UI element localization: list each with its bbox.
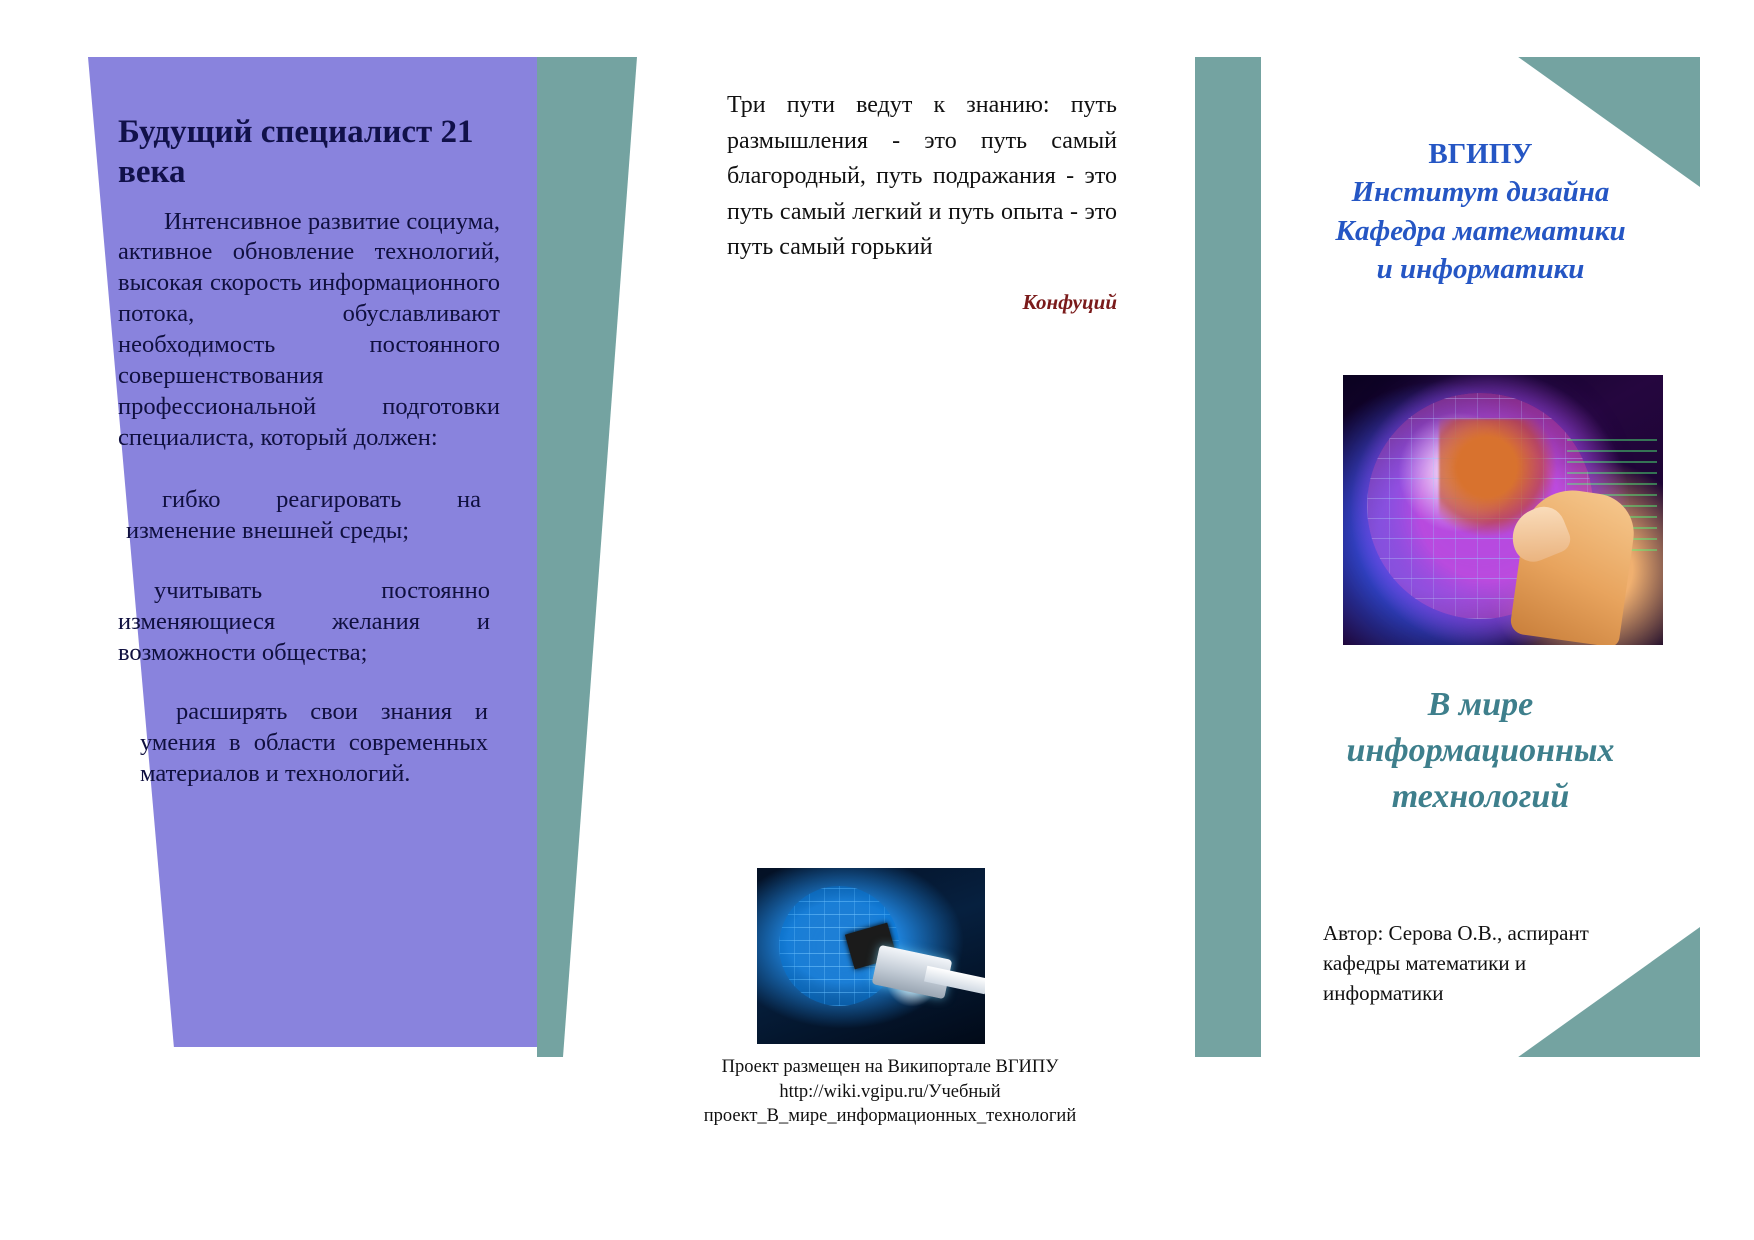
list-item: расширять свои знания и умения в области современных материалов и технологий. — [140, 697, 488, 788]
panel-right — [1195, 57, 1700, 1057]
author-block — [1323, 919, 1653, 1008]
organization-title — [1261, 135, 1700, 288]
panel-middle-accent-bar — [537, 57, 637, 1057]
quote-block — [727, 88, 1117, 315]
org-line-4: и информатики — [1376, 252, 1585, 285]
brochure-title-line-3: технологий — [1391, 777, 1570, 815]
brochure-title-line-1: В мире — [1427, 686, 1534, 723]
panel-right-left-strip — [1195, 57, 1261, 1057]
author-line-3: информатики — [1323, 980, 1444, 1005]
panel-right-content — [1261, 57, 1700, 1057]
brochure-title — [1261, 682, 1700, 820]
list-item: учитывать постоянно изменяющиеся желания и возможности общества; — [118, 576, 490, 666]
panel-left — [88, 57, 540, 1047]
panel-left-bullet-list — [118, 484, 500, 789]
panel-middle-caption — [680, 1055, 1100, 1129]
caption-line-1: Проект размещен на Википортале ВГИПУ — [721, 1057, 1059, 1077]
org-line-3: Кафедра математики — [1335, 214, 1626, 247]
network-cable-globe-image — [757, 868, 985, 1044]
quote-author: Конфуций — [1022, 289, 1117, 314]
org-line-1: ВГИПУ — [1428, 138, 1533, 170]
brochure-title-line-2: информационных — [1346, 731, 1615, 769]
caption-line-3: проект_В_мире_информационных_технологий — [703, 1106, 1077, 1127]
list-item: гибко реагировать на изменение внешней среды; — [126, 486, 481, 545]
panel-left-title: Будущий специалист 21 века — [118, 114, 474, 191]
globe-hand-technology-image — [1343, 375, 1663, 645]
org-line-2: Институт дизайна — [1351, 176, 1610, 209]
quote-text: Три пути ведут к знанию: путь размышления - это путь самый благородный, путь подражания - это путь самый легкий и путь опыта - это путь самый горький — [727, 92, 1117, 261]
panel-left-content — [118, 112, 500, 817]
author-line-1: Автор: Серова О.В., аспирант — [1323, 921, 1589, 945]
caption-line-2: http://wiki.vgipu.ru/Учебный — [779, 1081, 1001, 1102]
author-line-2: кафедры математики и — [1323, 950, 1527, 975]
panel-left-paragraph: Интенсивное развитие социума, активное обновление технологий, высокая скорость информационного потока, обуславливают необходимость постоянного совершенствования профессиональной подготовки специалиста, который должен: — [118, 207, 500, 452]
